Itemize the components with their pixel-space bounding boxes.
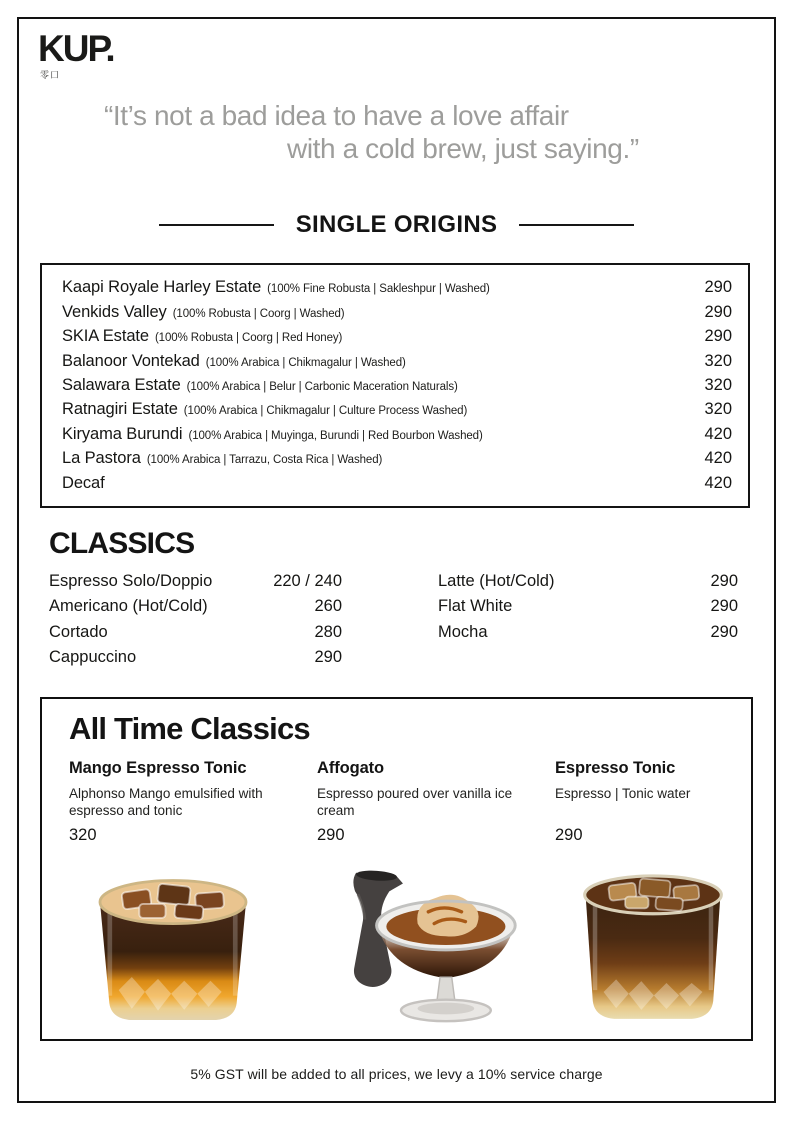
item-name: Kaapi Royale Harley Estate [62, 278, 262, 297]
classics-right-column [438, 572, 738, 648]
single-origins-box [40, 263, 750, 508]
item-name: Cappuccino [49, 647, 137, 666]
item-description: Espresso | Tonic water [555, 786, 691, 801]
item-price: 220 / 240 [273, 572, 342, 590]
single-origins-title: SINGLE ORIGINS [295, 211, 498, 238]
item-price: 290 [710, 597, 738, 616]
footer-note: 5% GST will be added to all prices, we levy a 10% service charge [190, 1066, 603, 1082]
item-price: 290 [555, 826, 583, 844]
item-detail: (100% Arabica | Belur | Carbonic Maceration Naturals) [186, 380, 458, 393]
item-price: 320 [704, 375, 732, 394]
item-name: Espresso Solo/Doppio [49, 572, 213, 590]
menu-item-row [438, 597, 738, 622]
item-price: 290 [710, 572, 738, 590]
menu-item-row [49, 572, 342, 597]
menu-item-row [49, 597, 342, 622]
all-time-classics-grid [69, 759, 743, 1038]
menu-item-row [62, 449, 732, 468]
menu-item-row [438, 572, 738, 597]
quote-line-2: with a cold brew, just saying.” [287, 133, 639, 164]
affogato-photo [319, 861, 555, 1036]
item-name: Kiryama Burundi [62, 424, 183, 443]
menu-item-row [62, 425, 732, 444]
item-price: 280 [314, 622, 342, 641]
item-detail: (100% Robusta | Coorg | Washed) [172, 307, 345, 320]
item-price: 290 [704, 327, 732, 346]
item-price: 290 [704, 278, 732, 297]
all-time-classic-item [317, 759, 555, 1038]
item-price: 290 [710, 622, 738, 641]
left-rule-line [159, 224, 274, 226]
menu-item-row [49, 623, 342, 648]
menu-item-row [62, 352, 732, 371]
item-price: 320 [704, 400, 732, 419]
item-detail: (100% Fine Robusta | Sakleshpur | Washed) [267, 283, 490, 296]
item-name: Ratnagiri Estate [62, 400, 178, 419]
item-name: Affogato [317, 759, 385, 777]
menu-item-row [438, 623, 738, 648]
espresso-tonic-photo [573, 861, 751, 1038]
menu-item-row [62, 327, 732, 346]
item-name: Espresso Tonic [555, 759, 676, 777]
item-price: 290 [314, 647, 342, 666]
right-rule-line [519, 224, 634, 226]
item-detail: (100% Robusta | Coorg | Red Honey) [154, 332, 343, 345]
brand-subtext: 零口 [40, 70, 61, 80]
all-time-classic-item [69, 759, 317, 1038]
menu-item-row [62, 376, 732, 395]
item-name: Salawara Estate [62, 375, 181, 394]
all-time-classics-box [40, 697, 753, 1041]
menu-item-row [62, 474, 732, 493]
item-price: 320 [69, 826, 97, 844]
item-description: Alphonso Mango emulsified with espresso and tonic [69, 786, 263, 818]
mango-espresso-tonic-photo [85, 861, 317, 1038]
all-time-classic-item [555, 759, 751, 1038]
item-price: 290 [704, 302, 732, 321]
item-price: 260 [314, 597, 342, 616]
item-name: SKIA Estate [62, 327, 149, 346]
menu-item-row [62, 400, 732, 419]
item-detail: (100% Arabica | Muyinga, Burundi | Red Bourbon Washed) [188, 429, 483, 442]
item-name: Mango Espresso Tonic [69, 759, 247, 777]
item-detail: (100% Arabica | Chikmagalur | Culture Process Washed) [183, 405, 468, 418]
item-name: Mocha [438, 622, 488, 641]
item-price: 420 [704, 449, 732, 468]
item-price: 290 [317, 826, 345, 844]
menu-item-row [62, 278, 732, 297]
menu-item-row [62, 303, 732, 322]
item-detail: (100% Arabica | Tarrazu, Costa Rica | Washed) [146, 454, 383, 467]
brand-logo: KUP. [38, 28, 114, 69]
classics-title: CLASSICS [49, 527, 195, 560]
item-name: Decaf [62, 473, 105, 492]
menu-item-row [49, 648, 342, 673]
item-name: Latte (Hot/Cold) [438, 572, 555, 590]
item-name: Cortado [49, 622, 108, 641]
single-origins-header [0, 211, 793, 239]
all-time-classics-title: All Time Classics [69, 711, 310, 746]
item-detail: (100% Arabica | Chikmagalur | Washed) [205, 356, 406, 369]
item-price: 420 [704, 473, 732, 492]
item-price: 420 [704, 424, 732, 443]
classics-left-column [49, 572, 342, 673]
item-name: Venkids Valley [62, 302, 167, 321]
item-name: Balanoor Vontekad [62, 351, 200, 370]
item-name: Americano (Hot/Cold) [49, 597, 208, 616]
item-name: La Pastora [62, 449, 141, 468]
item-name: Flat White [438, 597, 513, 616]
quote-line-1: “It’s not a bad idea to have a love affair [104, 100, 569, 131]
item-description: Espresso poured over vanilla ice cream [317, 786, 513, 818]
item-price: 320 [704, 351, 732, 370]
